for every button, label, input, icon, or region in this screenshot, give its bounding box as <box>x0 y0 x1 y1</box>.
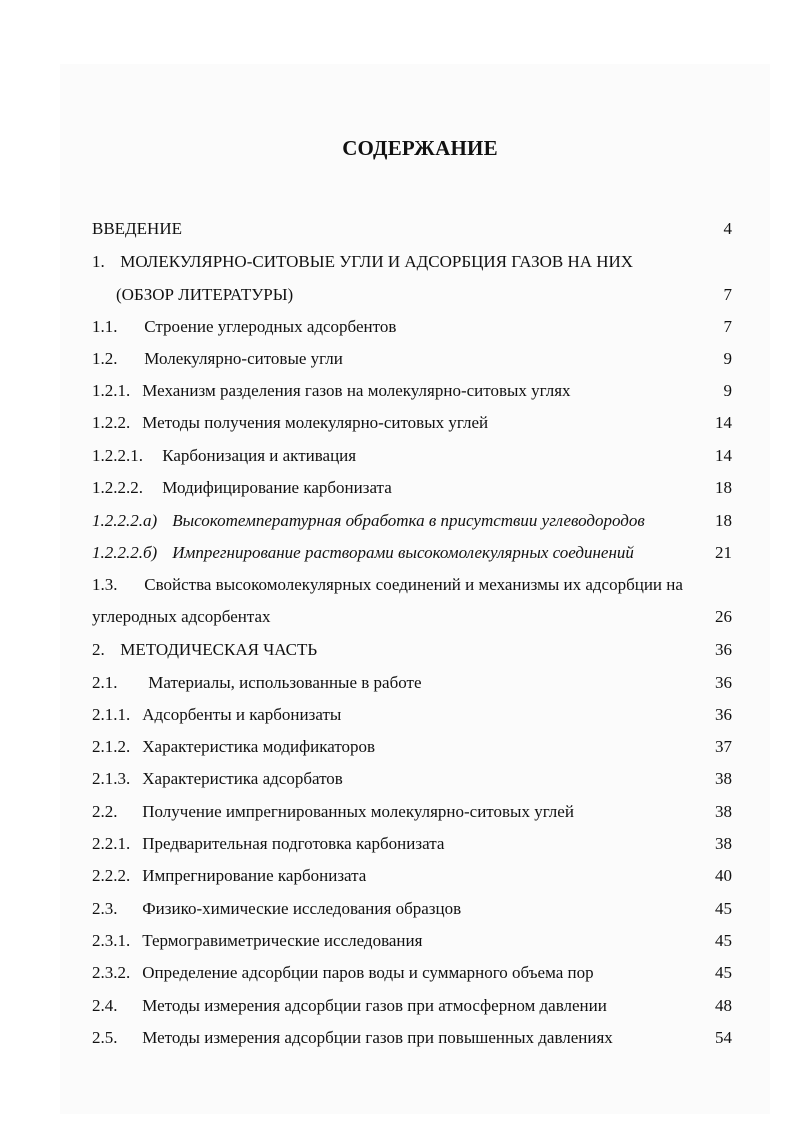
toc-entry-page: 26 <box>715 607 732 626</box>
toc-entry-number: 2.2.2. <box>92 866 131 885</box>
toc-entry-page: 48 <box>715 996 732 1015</box>
toc-entry-number: 1.2.2.2.б) <box>92 543 158 562</box>
toc-entry-number: 2.5. <box>92 1028 118 1047</box>
toc-entry-text: Импрегнирование растворами высокомолекулярных соединений <box>172 543 634 562</box>
toc-entry-1 <box>92 249 732 275</box>
toc-entry-2-1-1 <box>92 702 732 728</box>
toc-entry-page: 38 <box>715 802 732 821</box>
toc-entry-2-2-1 <box>92 831 732 857</box>
toc-entry-page: 9 <box>723 381 732 400</box>
toc-entry-page: 54 <box>715 1028 732 1047</box>
toc-entry-text: Адсорбенты и карбонизаты <box>142 705 342 724</box>
toc-entry-number: 2.3. <box>92 899 118 918</box>
toc-entry-2-1-3 <box>92 766 732 792</box>
toc-entry-text: Физико-химические исследования образцов <box>142 899 462 918</box>
toc-entry-number: 1.2.2.2.а) <box>92 511 158 530</box>
toc-entry-2-1-2 <box>92 734 732 760</box>
toc-entry-text: Термогравиметрические исследования <box>142 931 423 950</box>
toc-entry-page: 36 <box>715 673 732 692</box>
toc-entry-number: 2.2. <box>92 802 118 821</box>
toc-entry-text: Модифицирование карбонизата <box>162 478 392 497</box>
page-title: СОДЕРЖАНИЕ <box>342 136 498 160</box>
toc-entry-text: Материалы, использованные в работе <box>148 673 422 692</box>
toc-entry-text: Молекулярно-ситовые угли <box>144 349 343 368</box>
toc-entry-page: 14 <box>715 413 732 432</box>
toc-entry-text: углеродных адсорбентах <box>92 607 271 626</box>
toc-entry-text: ВВЕДЕНИЕ <box>92 219 182 238</box>
toc-entry-text: Строение углеродных адсорбентов <box>144 317 397 336</box>
toc-entry-page: 38 <box>715 769 732 788</box>
toc-entry-text: Механизм разделения газов на молекулярно-ситовых углях <box>142 381 571 400</box>
toc-entry-number: 2.2.1. <box>92 834 131 853</box>
toc-entry-text: МОЛЕКУЛЯРНО-СИТОВЫЕ УГЛИ И АДСОРБЦИЯ ГАЗОВ НА НИХ <box>120 252 634 271</box>
toc-entry-page: 36 <box>715 640 732 659</box>
toc-entry-page: 4 <box>723 219 732 238</box>
toc-entry-2-2-2 <box>92 863 732 889</box>
toc-entry-number: 1.2.2. <box>92 413 131 432</box>
toc-entry-number: 2.1.3. <box>92 769 131 788</box>
toc-entry-text: Получение импрегнированных молекулярно-ситовых углей <box>142 802 574 821</box>
toc-entry-page: 40 <box>715 866 732 885</box>
toc-entry-page: 37 <box>715 737 732 756</box>
toc-entry-number: 2.3.1. <box>92 931 131 950</box>
toc-entry-number: 2.1.1. <box>92 705 131 724</box>
toc-entry-page: 18 <box>715 511 732 530</box>
toc-entry-page: 21 <box>715 543 732 562</box>
toc-entry-number: 1. <box>92 252 105 271</box>
toc-entry-1-2-2 <box>92 410 732 436</box>
toc-entry-1-3 <box>92 572 742 598</box>
toc-entry-number: 2. <box>92 640 105 659</box>
toc-entry-text: Высокотемпературная обработка в присутствии углеводородов <box>172 511 645 530</box>
toc-entry-text: Характеристика адсорбатов <box>142 769 343 788</box>
toc-entry-text: Методы получения молекулярно-ситовых углей <box>142 413 489 432</box>
toc-entry-number: 1.2.2.2. <box>92 478 143 497</box>
toc-entry-text: Определение адсорбции паров воды и суммарного объема пор <box>142 963 594 982</box>
toc-entry-page: 38 <box>715 834 732 853</box>
toc-entry-text: МЕТОДИЧЕСКАЯ ЧАСТЬ <box>120 640 318 659</box>
toc-entry-number: 1.1. <box>92 317 118 336</box>
toc-entry-2-5 <box>92 1025 732 1051</box>
toc-entry-number: 1.2. <box>92 349 118 368</box>
toc-entry-1-2-2-2 <box>92 475 732 501</box>
toc-entry-page: 36 <box>715 705 732 724</box>
toc-entry-text: (ОБЗОР ЛИТЕРАТУРЫ) <box>116 285 294 304</box>
toc-entry-number: 1.2.2.1. <box>92 446 143 465</box>
toc-entry-text: Импрегнирование карбонизата <box>142 866 367 885</box>
toc-entry-text: Методы измерения адсорбции газов при повышенных давлениях <box>142 1028 613 1047</box>
toc-entry-page: 9 <box>723 349 732 368</box>
toc-entry-number: 2.1.2. <box>92 737 131 756</box>
toc-entry-2 <box>92 637 732 663</box>
toc-entry-2-4 <box>92 993 732 1019</box>
toc-entry-number: 1.3. <box>92 575 118 594</box>
toc-entry-1-continuation <box>116 282 732 308</box>
toc-entry-1-2-2-1 <box>92 443 732 469</box>
toc-entry-1-2 <box>92 346 732 372</box>
toc-entry-1-1 <box>92 314 732 340</box>
toc-entry-page: 45 <box>715 931 732 950</box>
toc-entry-text: Предварительная подготовка карбонизата <box>142 834 445 853</box>
toc-entry-page: 45 <box>715 899 732 918</box>
toc-entry-page: 14 <box>715 446 732 465</box>
toc-entry-page: 7 <box>723 285 732 304</box>
toc-entry-1-3-continuation <box>92 604 732 630</box>
toc-entry-number: 1.2.1. <box>92 381 131 400</box>
toc-entry-page: 18 <box>715 478 732 497</box>
toc-entry-2-3-2 <box>92 960 732 986</box>
toc-entry-text: Характеристика модификаторов <box>142 737 376 756</box>
toc-entry-text: Карбонизация и активация <box>162 446 357 465</box>
toc-entry-text: Свойства высокомолекулярных соединений и механизмы их адсорбции на <box>144 575 683 594</box>
toc-entry-1-2-2-2-b <box>92 540 732 566</box>
toc-entry-2-1 <box>92 670 732 696</box>
toc-entry-page: 7 <box>723 317 732 336</box>
toc-entry-intro <box>92 216 732 242</box>
toc-entry-number: 2.4. <box>92 996 118 1015</box>
toc-entry-1-2-1 <box>92 378 732 404</box>
toc-entry-1-2-2-2-a <box>92 508 732 534</box>
toc-entry-2-3 <box>92 896 732 922</box>
toc-entry-number: 2.1. <box>92 673 118 692</box>
toc-entry-page: 45 <box>715 963 732 982</box>
toc-entry-2-3-1 <box>92 928 732 954</box>
toc-entry-2-2 <box>92 799 732 825</box>
toc-entry-text: Методы измерения адсорбции газов при атмосферном давлении <box>142 996 607 1015</box>
toc-entry-number: 2.3.2. <box>92 963 131 982</box>
